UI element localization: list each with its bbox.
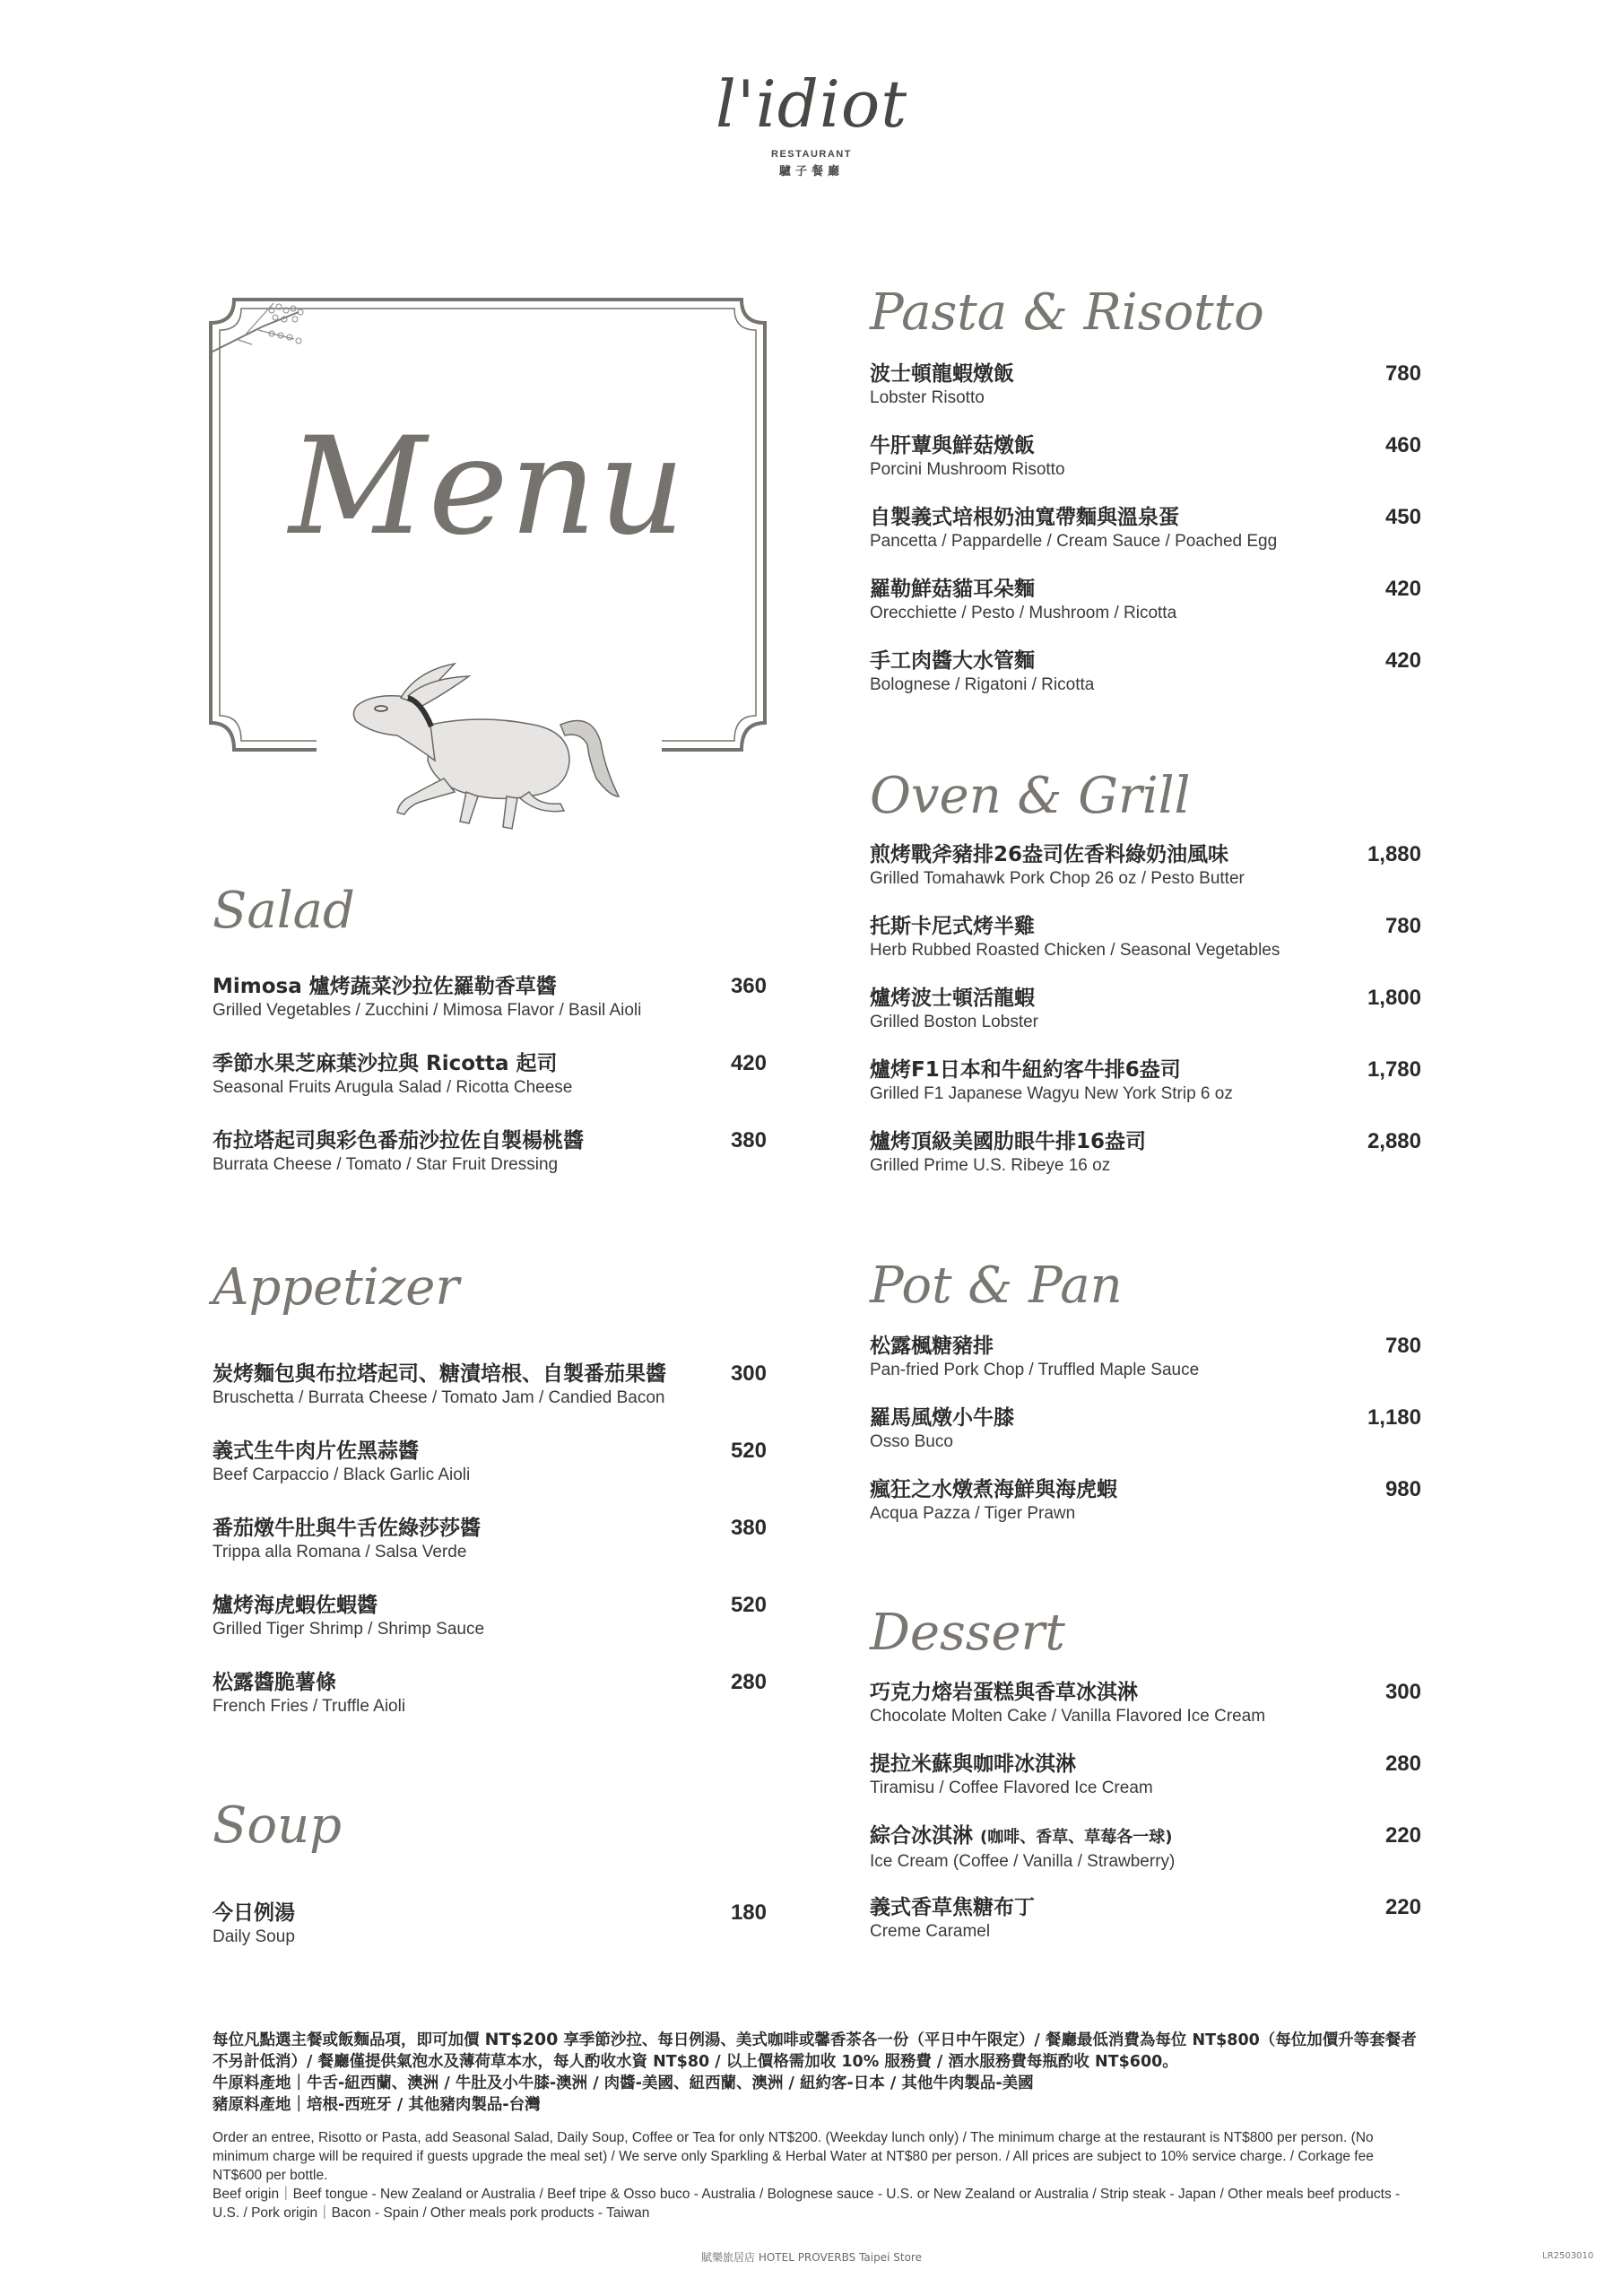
item-description: Grilled F1 Japanese Wagyu New York Strip 6 oz [870, 1084, 1233, 1103]
item-description: Grilled Vegetables / Zucchini / Mimosa Flavor / Basil Aioli [213, 1001, 642, 1020]
menu-item [213, 1127, 767, 1205]
menu-item [870, 1476, 1421, 1548]
item-name: 爐烤F1日本和牛紐約客牛排6盎司 [870, 1058, 1181, 1082]
item-name: 布拉塔起司與彩色番茄沙拉佐自製楊桃醬 [213, 1129, 584, 1152]
item-name: 牛肝蕈與鮮菇燉飯 [870, 434, 1035, 457]
menu-item [870, 985, 1421, 1057]
item-description: Beef Carpaccio / Black Garlic Aioli [213, 1465, 471, 1484]
menu-item [213, 1050, 767, 1127]
footer-policy-cn [213, 2029, 1423, 2073]
item-name: 波士頓龍蝦燉飯 [870, 362, 1014, 386]
item-price: 980 [1384, 1477, 1421, 1501]
restaurant-logo [0, 66, 1623, 178]
item-price: 180 [730, 1900, 767, 1925]
logo-subtitle: RESTAURANT [771, 149, 852, 160]
footer-origin-en: Beef origin｜Beef tongue - New Zealand or Australia / Beef tripe & Osso buco - Australia / Bolognese sauce - U.S. or New Zealand or Australia / Strip steak - Japan / Other meals beef products - U.S. / Pork origin｜Bacon - Spain / Other meals pork products - Taiwan [213, 2187, 1401, 2221]
item-price: 220 [1384, 1895, 1421, 1919]
item-name: 番茄燉牛肚與牛舌佐綠莎莎醬 [213, 1517, 481, 1540]
item-price: 280 [730, 1670, 767, 1694]
menu-item [213, 1361, 767, 1438]
item-name: 巧克力熔岩蛋糕與香草冰淇淋 [870, 1681, 1138, 1704]
item-description: Grilled Tiger Shrimp / Shrimp Sauce [213, 1620, 485, 1639]
menu-item [213, 1669, 767, 1746]
item-price: 300 [730, 1361, 767, 1386]
section-title-salad: Salad [213, 882, 355, 940]
menu-item [213, 1592, 767, 1669]
section-title-pasta-risotto: Pasta & Risotto [870, 283, 1264, 342]
section-title-oven-grill: Oven & Grill [870, 767, 1191, 825]
item-description: Daily Soup [213, 1927, 295, 1946]
item-description: French Fries / Truffle Aioli [213, 1697, 406, 1716]
menu-item [870, 576, 1421, 648]
item-price: 420 [1384, 577, 1421, 601]
item-name: 自製義式培根奶油寬帶麵與溫泉蛋 [870, 506, 1179, 529]
item-name: 季節水果芝麻葉沙拉與 Ricotta 起司 [213, 1052, 558, 1075]
menu-item [870, 1333, 1421, 1405]
section-title-appetizer: Appetizer [213, 1258, 460, 1317]
menu-item [213, 1438, 767, 1515]
donkey-icon [345, 662, 632, 832]
section-appetizer [213, 1260, 767, 1746]
item-price: 2,880 [1367, 1129, 1421, 1153]
set-price-highlight: NT$200 [484, 2030, 559, 2049]
item-name: 羅馬風燉小牛膝 [870, 1406, 1014, 1430]
menu-item [870, 361, 1421, 432]
item-description: Orecchiette / Pesto / Mushroom / Ricotta [870, 604, 1177, 622]
item-description: Burrata Cheese / Tomato / Star Fruit Dressing [213, 1155, 559, 1174]
item-description: Bruschetta / Burrata Cheese / Tomato Jam / Candied Bacon [213, 1388, 665, 1407]
item-description: Grilled Tomahawk Pork Chop 26 oz / Pesto Butter [870, 869, 1245, 888]
item-name [870, 1822, 1421, 1851]
item-price: 420 [1384, 648, 1421, 673]
item-description: Chocolate Molten Cake / Vanilla Flavored Ice Cream [870, 1707, 1266, 1726]
item-price: 460 [1384, 433, 1421, 457]
item-description: Acqua Pazza / Tiger Prawn [870, 1504, 1076, 1523]
menu-item [870, 1679, 1421, 1751]
section-soup [213, 1798, 767, 1977]
item-description: Grilled Prime U.S. Ribeye 16 oz [870, 1156, 1111, 1175]
item-price: 300 [1384, 1680, 1421, 1704]
item-name: 炭烤麵包與布拉塔起司、糖漬培根、自製番茄果醬 [213, 1362, 666, 1386]
item-price: 1,780 [1367, 1057, 1421, 1082]
item-description: Creme Caramel [870, 1922, 991, 1941]
item-name: 羅勒鮮菇貓耳朵麵 [870, 578, 1035, 601]
item-price: 1,800 [1367, 986, 1421, 1010]
item-description: Trippa alla Romana / Salsa Verde [213, 1543, 467, 1561]
logo-wordmark: l'idiot [715, 66, 908, 142]
section-title-pot-pan: Pot & Pan [870, 1257, 1123, 1315]
item-description: Ice Cream (Coffee / Vanilla / Strawberry) [870, 1852, 1176, 1871]
menu-item [213, 1515, 767, 1592]
menu-title: Menu [289, 409, 687, 565]
section-pasta-risotto [870, 285, 1421, 719]
menu-item [870, 1128, 1421, 1200]
section-oven-grill [870, 769, 1421, 1200]
item-price: 450 [1384, 505, 1421, 529]
item-description: Herb Rubbed Roasted Chicken / Seasonal Vegetables [870, 941, 1280, 960]
item-price: 220 [1384, 1823, 1421, 1848]
item-name: 手工肉醬大水管麵 [870, 649, 1035, 673]
item-price: 360 [730, 974, 767, 998]
policy-text: 每位凡點選主餐或飯麵品項，即可加價 [213, 2031, 485, 2049]
menu-item [870, 1894, 1421, 1966]
item-name: 義式生牛肉片佐黑蒜醬 [213, 1439, 419, 1463]
menu-item [870, 648, 1421, 719]
item-name: 義式香草焦糖布丁 [870, 1896, 1035, 1919]
item-name: 提拉米蘇與咖啡冰淇淋 [870, 1752, 1076, 1776]
item-name: 煎烤戰斧豬排26盎司佐香料綠奶油風味 [870, 843, 1229, 866]
section-title-dessert: Dessert [870, 1604, 1065, 1662]
item-price: 1,180 [1367, 1405, 1421, 1430]
footer-pork-origin-cn: 豬原料產地｜培根-西班牙 / 其他豬肉製品-台灣 [213, 2096, 541, 2114]
item-name: 瘋狂之水燉煮海鮮與海虎蝦 [870, 1478, 1117, 1501]
menu-item [870, 1405, 1421, 1476]
item-price: 780 [1384, 1334, 1421, 1358]
item-name: Mimosa 爐烤蔬菜沙拉佐羅勒香草醬 [213, 975, 557, 998]
menu-item [870, 913, 1421, 985]
footer-beef-origin-cn: 牛原料產地｜牛舌-紐西蘭、澳洲 / 牛肚及小牛膝-澳洲 / 肉醬-美國、紐西蘭、澳洲 / 紐約客-日本 / 其他牛肉製品-美國 [213, 2074, 1034, 2092]
item-name-main: 綜合冰淇淋 [870, 1824, 973, 1848]
item-description: Tiramisu / Coffee Flavored Ice Cream [870, 1779, 1153, 1797]
item-description: Osso Buco [870, 1432, 953, 1451]
item-name: 松露楓糖豬排 [870, 1335, 994, 1358]
section-dessert [870, 1605, 1421, 1966]
item-name: 爐烤海虎蝦佐蝦醬 [213, 1594, 378, 1617]
menu-item [870, 432, 1421, 504]
item-description: Bolognese / Rigatoni / Ricotta [870, 675, 1095, 694]
item-name: 爐烤波士頓活龍蝦 [870, 987, 1035, 1010]
item-price: 780 [1384, 361, 1421, 386]
footer-notes-english [213, 2128, 1423, 2222]
footer-policy-en: Order an entree, Risotto or Pasta, add Seasonal Salad, Daily Soup, Coffee or Tea for only NT$200. (Weekday lunch only) / The minimum charge at the restaurant is NT$800 per person. (No minimum charge will be required if guests upgrade the meal set) / We serve only Sparkling & Herbal Water at NT$80 per person. / All prices are subject to 10% service charge. / Corkage fee NT$600 per bottle. [213, 2130, 1374, 2183]
section-title-soup: Soup [213, 1796, 342, 1855]
logo-chinese-name: 驢子餐廳 [778, 165, 844, 178]
section-salad [213, 883, 767, 1205]
item-description: Porcini Mushroom Risotto [870, 460, 1065, 479]
store-name: 賦樂旅居店 HOTEL PROVERBS Taipei Store [701, 2251, 922, 2264]
menu-item [870, 1751, 1421, 1822]
menu-item [870, 504, 1421, 576]
section-pot-pan [870, 1258, 1421, 1548]
item-price: 380 [730, 1516, 767, 1540]
menu-code: LR2503010 [1542, 2251, 1594, 2261]
item-price: 520 [730, 1593, 767, 1617]
mimosa-sprig-icon [209, 294, 308, 357]
item-description: Seasonal Fruits Arugula Salad / Ricotta Cheese [213, 1078, 573, 1097]
item-name: 爐烤頂級美國肋眼牛排16盎司 [870, 1130, 1147, 1153]
menu-item [870, 841, 1421, 913]
item-price: 280 [1384, 1752, 1421, 1776]
item-name: 托斯卡尼式烤半雞 [870, 915, 1035, 938]
item-name: 松露醬脆薯條 [213, 1671, 336, 1694]
item-price: 1,880 [1367, 842, 1421, 866]
item-description: Pan-fried Pork Chop / Truffled Maple Sauce [870, 1361, 1200, 1379]
item-price: 420 [730, 1051, 767, 1075]
menu-item [213, 973, 767, 1050]
item-price: 380 [730, 1128, 767, 1152]
item-price: 520 [730, 1439, 767, 1463]
item-name: 今日例湯 [213, 1901, 295, 1925]
menu-item [213, 1900, 767, 1977]
item-description: Grilled Boston Lobster [870, 1013, 1038, 1031]
item-description: Pancetta / Pappardelle / Cream Sauce / Poached Egg [870, 532, 1278, 551]
menu-item [870, 1057, 1421, 1128]
item-name-note: (咖啡、香草、草莓各一球) [980, 1828, 1173, 1847]
item-price: 780 [1384, 914, 1421, 938]
menu-item [870, 1822, 1421, 1894]
item-description: Lobster Risotto [870, 388, 985, 407]
policy-text: 享季節沙拉、每日例湯、美式咖啡或馨香茶各一份（平日中午限定）/ 餐廳最低消費為每位 NT$800（每位加價升等套餐者不另計低消）/ 餐廳僅提供氣泡水及薄荷草本水，每人酌收水資 NT$80 / 以上價格需加收 10% 服務費 / 酒水服務費每瓶酌收 NT$600。 [213, 2031, 1417, 2071]
footer-notes-chinese [213, 2029, 1423, 2116]
